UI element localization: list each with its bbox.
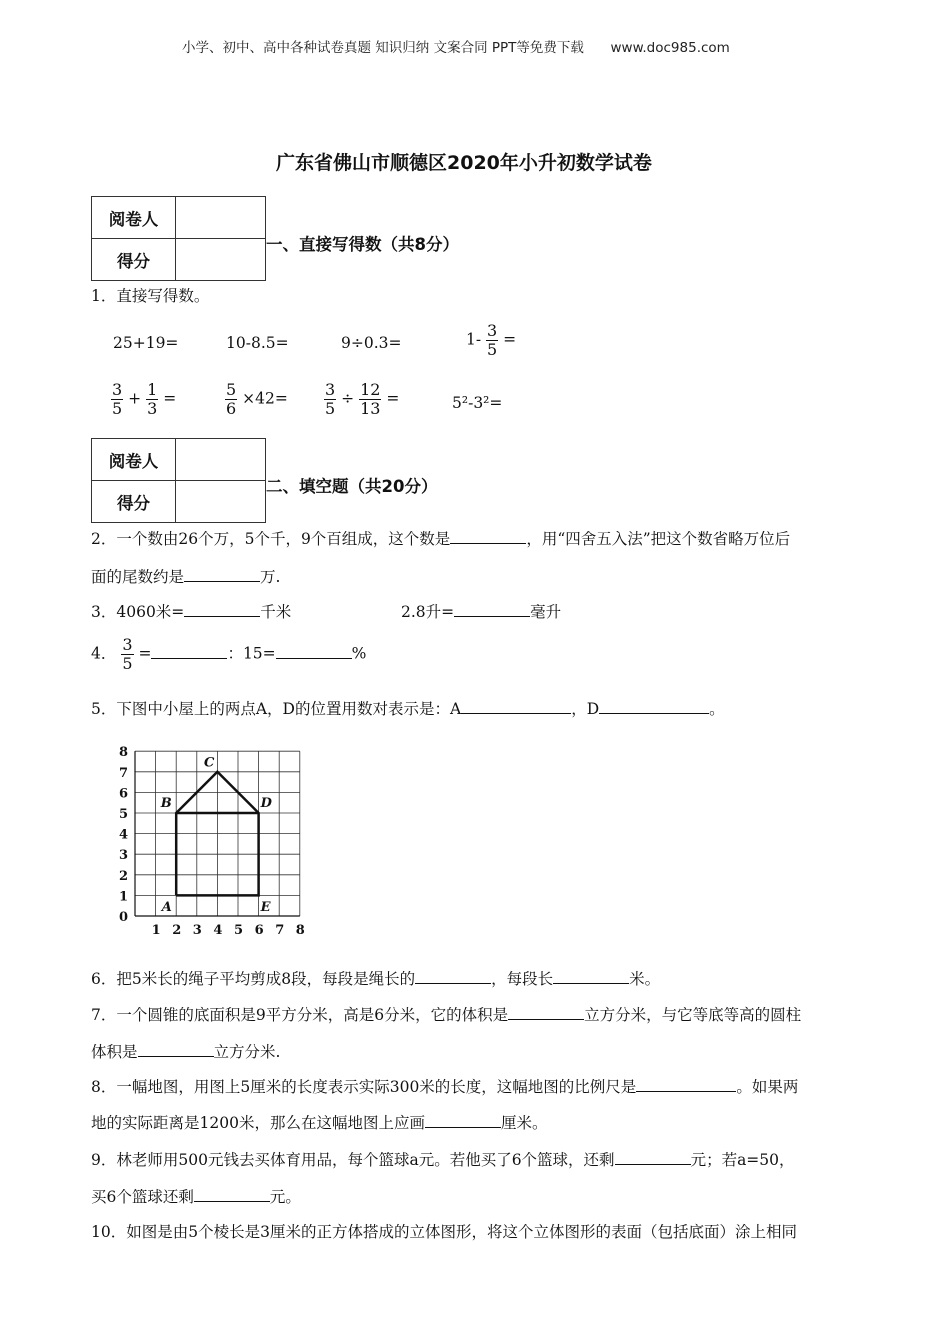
question-3b [401, 601, 561, 622]
q8-text: 。如果两 [736, 1078, 799, 1096]
score-cell [176, 481, 266, 523]
question-8-line1 [91, 1076, 798, 1097]
q5-text: ，D [571, 700, 600, 718]
answer-blank[interactable] [151, 643, 227, 659]
y-tick-label: 8 [119, 745, 129, 761]
q2-text: 面的尾数约是 [91, 568, 185, 586]
fraction-numerator: 5 [226, 380, 237, 399]
fraction-denominator: 6 [226, 399, 237, 418]
q6-text: ，每段长 [491, 970, 554, 988]
calc-1c: 9÷0.3= [341, 334, 402, 352]
calc-1d [466, 322, 516, 359]
equals: = [163, 389, 177, 408]
house-grid-figure [115, 741, 315, 941]
answer-blank[interactable] [138, 1041, 214, 1057]
question-8-line2 [91, 1112, 547, 1133]
answer-blank[interactable] [184, 601, 260, 617]
calc-1d-prefix: 1- [466, 330, 482, 349]
calc-1d-suffix: = [503, 330, 517, 349]
calc-2a [111, 381, 176, 418]
question-9-line1 [91, 1149, 795, 1170]
point-label-a: A [161, 899, 172, 915]
calc-2d: 5²-3²= [452, 394, 503, 412]
q8-text: 8．一幅地图，用图上5厘米的长度表示实际300米的长度，这幅地图的比例尺是 [91, 1078, 637, 1096]
section-2-heading: 二、填空题（共20分） [266, 477, 438, 496]
fraction-denominator: 13 [360, 399, 381, 418]
x-tick-label: 3 [192, 923, 202, 938]
fraction-numerator: 1 [147, 380, 158, 399]
fraction-numerator: 3 [122, 635, 133, 654]
question-2-line2 [91, 566, 280, 587]
question-1: 1．直接写得数。 [91, 287, 210, 305]
q4-text: = [138, 644, 152, 663]
answer-blank[interactable] [415, 968, 491, 984]
calc-2b [225, 381, 288, 418]
q7-text: 7．一个圆锥的底面积是9平方分米，高是6分米，它的体积是 [91, 1006, 509, 1024]
q7-text: 立方分米. [213, 1043, 281, 1061]
fraction-denominator: 5 [112, 399, 123, 418]
point-label-e: E [260, 899, 271, 915]
score-cell [176, 239, 266, 281]
x-tick-label: 1 [151, 923, 161, 938]
question-7-line1 [91, 1004, 801, 1025]
q5-text: 。 [709, 700, 725, 718]
point-label-d: D [260, 795, 272, 811]
point-label-c: C [204, 755, 215, 771]
q6-text: 6．把5米长的绳子平均剪成8段，每段是绳长的 [91, 970, 416, 988]
answer-blank[interactable] [276, 643, 352, 659]
x-tick-label: 2 [172, 923, 182, 938]
calc-2c [324, 381, 399, 418]
answer-blank[interactable] [461, 698, 571, 714]
q4-text: % [351, 644, 367, 663]
question-9-line2 [91, 1186, 301, 1207]
reviewer-label: 阅卷人 [92, 197, 176, 239]
y-tick-label: 2 [119, 868, 129, 884]
score-table-1 [91, 196, 266, 281]
q3-text: 毫升 [530, 603, 562, 621]
y-tick-label: 4 [119, 827, 129, 843]
q7-text: 立方分米，与它等底等高的圆柱 [584, 1006, 802, 1024]
answer-blank[interactable] [599, 698, 709, 714]
q2-text: 2．一个数由26个万，5个千，9个百组成，这个数是 [91, 530, 451, 548]
section-1-heading: 一、直接写得数（共8分） [266, 235, 459, 254]
equals: = [386, 389, 400, 408]
y-tick-label: 5 [119, 807, 129, 822]
site-banner-text: 小学、初中、高中各种试卷真题 知识归纳 文案合同 PPT等免费下载 [182, 40, 584, 56]
fraction-numerator: 3 [112, 380, 123, 399]
x-tick-label: 4 [213, 923, 223, 938]
fraction-denominator: 3 [147, 399, 158, 418]
fraction-numerator: 3 [325, 380, 336, 399]
fraction-numerator: 12 [360, 380, 381, 399]
fraction-denominator: 5 [487, 340, 498, 359]
y-tick-label: 6 [119, 786, 129, 802]
site-banner [182, 36, 730, 56]
question-4 [91, 636, 366, 673]
q3-text: 2.8升= [401, 603, 455, 621]
x-tick-label: 5 [234, 923, 244, 938]
answer-blank[interactable] [450, 528, 526, 544]
answer-blank[interactable] [553, 968, 629, 984]
operator: + [128, 389, 142, 408]
q5-text: 5．下图中小屋上的两点A，D的位置用数对表示是：A [91, 700, 462, 718]
calc-1a: 25+19= [113, 334, 179, 352]
question-3 [91, 601, 291, 622]
score-label: 得分 [92, 481, 176, 523]
x-tick-label: 7 [275, 923, 285, 938]
fraction-numerator: 3 [487, 321, 498, 340]
q3-text: 3．4060米= [91, 603, 185, 621]
q8-text: 厘米。 [500, 1114, 548, 1132]
question-5 [91, 698, 725, 719]
score-table-2 [91, 438, 266, 523]
question-10: 10．如图是由5个棱长是3厘米的正方体搭成的立体图形，将这个立体图形的表面（包括底面）涂上相同 [91, 1223, 797, 1241]
score-label: 得分 [92, 239, 176, 281]
answer-blank[interactable] [194, 1186, 270, 1202]
q2-text: 万. [260, 568, 281, 586]
q4-text: ：15= [227, 644, 276, 663]
q8-text: 地的实际距离是1200米，那么在这幅地图上应画 [91, 1114, 425, 1132]
q3-text: 千米 [260, 603, 292, 621]
reviewer-cell [176, 197, 266, 239]
answer-blank[interactable] [508, 1004, 584, 1020]
question-6 [91, 968, 660, 989]
site-url-link[interactable]: www.doc985.com [610, 40, 730, 56]
answer-blank[interactable] [615, 1149, 691, 1165]
fraction-denominator: 5 [122, 654, 133, 673]
q9-text: 元。 [269, 1188, 301, 1206]
calc-2b-rest: ×42= [242, 389, 288, 408]
x-tick-label: 8 [295, 923, 305, 938]
grid-svg [115, 741, 315, 941]
q9-text: 9．林老师用500元钱去买体育用品，每个篮球a元。若他买了6个篮球，还剩 [91, 1151, 615, 1169]
point-label-b: B [160, 795, 172, 811]
q2-text: ，用“四舍五入法”把这个数省略万位后 [526, 530, 791, 548]
answer-blank[interactable] [454, 601, 530, 617]
answer-blank[interactable] [425, 1112, 501, 1128]
question-7-line2 [91, 1041, 280, 1062]
answer-blank[interactable] [184, 566, 260, 582]
reviewer-cell [176, 439, 266, 481]
reviewer-label: 阅卷人 [92, 439, 176, 481]
page-title: 广东省佛山市顺德区2020年小升初数学试卷 [276, 152, 652, 174]
y-tick-label: 7 [119, 765, 129, 781]
answer-blank[interactable] [636, 1076, 736, 1092]
y-tick-label: 1 [119, 889, 129, 905]
question-2-line1 [91, 528, 790, 549]
calc-1b: 10-8.5= [226, 334, 289, 352]
q4-label: 4． [91, 644, 117, 663]
x-tick-label: 6 [254, 923, 264, 938]
q9-text: 元；若a=50， [690, 1151, 795, 1169]
q9-text: 买6个篮球还剩 [91, 1188, 194, 1206]
y-tick-label: 0 [119, 910, 129, 925]
q6-text: 米。 [629, 970, 661, 988]
operator: ÷ [341, 389, 355, 408]
y-tick-label: 3 [119, 848, 129, 864]
fraction-denominator: 5 [325, 399, 336, 418]
q7-text: 体积是 [91, 1043, 138, 1061]
